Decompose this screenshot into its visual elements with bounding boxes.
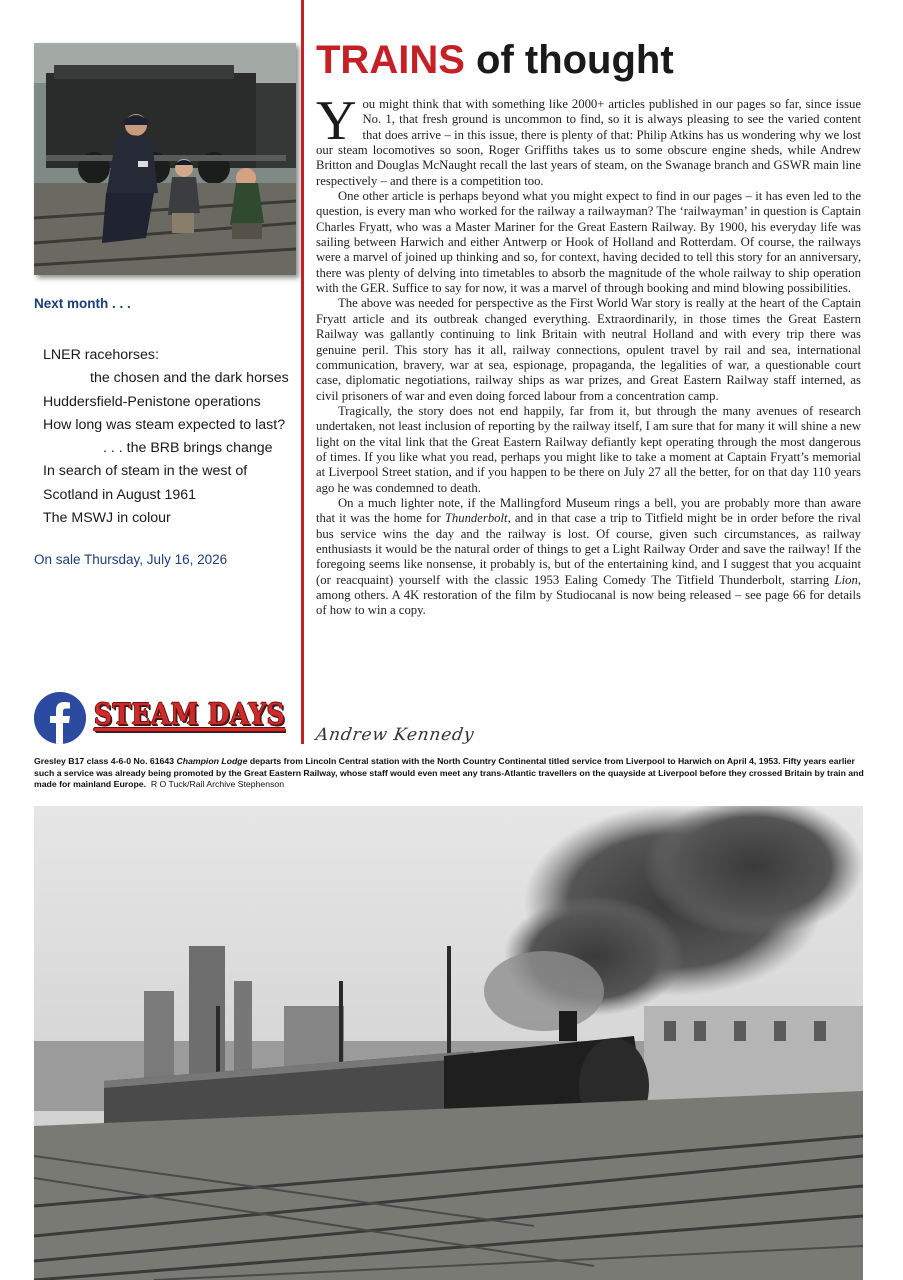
paragraph-3: The above was needed for perspective as the First World War story is really at the heart of the Captain Fryatt article and its outbreak changed everything. Extraordinarily, in those times the Great Eastern Railway was gallantly continuing to link Britain with neutral Holland and with every trip there was genuine peril. This story has it all, railway connections, opulent travel by rail and sea, international communication, bravery, war at sea, espionage, propaganda, the legalities of war, a questionable court case, diplomatic negotiations, railway ships as war prizes, and Great Eastern Railway staff interned, as civil prisoners of war and even doing forced labour from a concentration camp. <box>316 296 861 403</box>
list-item: LNER racehorses: <box>43 347 159 363</box>
railwayman-with-boys-photo <box>34 43 296 275</box>
list-item: In search of steam in the west of <box>43 463 248 480</box>
next-month-heading: Next month . . . <box>34 296 131 311</box>
column-divider <box>301 0 304 744</box>
paragraph-2: One other article is perhaps beyond what you might expect to find in our pages – it has even led to the question, is every man who worked for the railway a railwayman? The ‘railwayman’ in question is Captain Charles Fryatt, who was a Master Mariner for the Great Eastern Railway. By 1900, his everyday life was sailing between Harwich and either Antwerp or Hook of Holland and Rotterdam. Of course, the railways were a marvel of joined up thinking and so, for context, having decided to tell this story for an anniversary, there was plenty of delving into timetables to absorb the magnitude of the whole railway to ship operation with the GER. Suffice to say for now, it was a marvel of through booking and mind blowing possibilities. <box>316 189 861 296</box>
caption-lead: Gresley B17 class 4-6-0 No. 61643 <box>34 756 177 766</box>
paragraph-4: Tragically, the story does not end happily, far from it, but through the many avenues of research undertaken, not least inclusion of reporting by the railway itself, I am sure that for many it will shine a new light on the vital link that the Great Eastern Railway defiantly kept operating through the most dangerous of times. If you like what you read, perhaps you might like to take a moment at Captain Fryatt’s memorial at Liverpool Street station, and if you happen to be there on July 27 all the better, for on that day 110 years ago he was condemned to death. <box>316 403 861 495</box>
paragraph-5-text-c: , and in that case a trip to Titfield might be in order before the rival bus service wins the day and the railway is lost. Of course, given such circumstances, as railway enthusiasts it would be the natural order of things to get a Light Railway Order and save the railway! If the foregoing seems like nonsense, it probably is, but of the entertaining kind, and I suggest that you acquaint (or reacquaint) yourself with the classic 1953 Ealing Comedy The Titfield Thunderbolt, starring <box>316 511 861 587</box>
steam-days-logo[interactable]: STEAM DAYS <box>94 697 286 731</box>
list-item: Scotland in August 1961 <box>43 486 197 503</box>
list-item: . . . the BRB brings change <box>103 440 273 457</box>
lion-italic: Lion <box>834 572 858 587</box>
list-item: Huddersfield-Penistone operations <box>43 393 261 410</box>
on-sale-date: On sale Thursday, July 16, 2026 <box>34 552 228 567</box>
paragraph-1-text: ou might think that with something like 2000+ articles published in our pages so far, since issue No. 1, that fresh ground is uncommon to find, so it is always pleasing to see the varied content that does arrive – in this issue, there is plenty of that: Philip Atkins has us wondering why we lost our steam locomotives so soon, Roger Griffiths takes us to some obscure engine sheds, while Andrew Britton and Douglas McNaught recall the last years of steam, on the Swanage branch and GSWR main line respectively – and there is a competition too. <box>316 97 861 188</box>
title-red: TRAINS <box>316 38 465 82</box>
list-item: the chosen and the dark horses <box>90 370 289 387</box>
caption-body: departs from Lincoln Central station with the North Country Continental titled service from Liverpool to Harwich on April 4, 1953. Fifty years earlier such a service was already being promoted by the Great Eastern Railway, whose staff would even meet any trans-Atlantic travellers on the quayside at Liverpool before they crossed Britain by train and made for mainland Europe. <box>34 756 864 790</box>
paragraph-5 <box>316 496 861 619</box>
title-black: of thought <box>464 38 674 82</box>
editorial-text <box>316 90 861 619</box>
drop-cap: Y <box>316 90 357 152</box>
social-block <box>34 690 294 744</box>
paragraph-5-text-e: , among others. A 4K restoration of the film by Studiocanal is now being released – see page 66 for details of how to win a copy. <box>316 572 861 618</box>
editor-signature: Andrew Kennedy <box>314 725 476 745</box>
paragraph-1 <box>316 90 861 189</box>
page-title <box>316 36 674 84</box>
thunderbolt-italic: Thunderbolt <box>444 511 508 526</box>
paragraph-5-text-a: On a much lighter note, if the Mallingford Museum rings a bell, you are probably more than aware that it was the home for <box>316 495 861 526</box>
list-item: The MSWJ in colour <box>43 510 171 527</box>
lincoln-central-train-photo <box>34 806 863 1280</box>
photo-credit: R O Tuck/Rail Archive Stephenson <box>150 779 285 790</box>
photo-caption <box>34 756 874 791</box>
facebook-icon[interactable] <box>34 692 86 744</box>
list-item: How long was steam expected to last? <box>43 416 286 433</box>
caption-loco-name: Champion Lodge <box>176 756 248 766</box>
next-month-list <box>43 344 295 530</box>
